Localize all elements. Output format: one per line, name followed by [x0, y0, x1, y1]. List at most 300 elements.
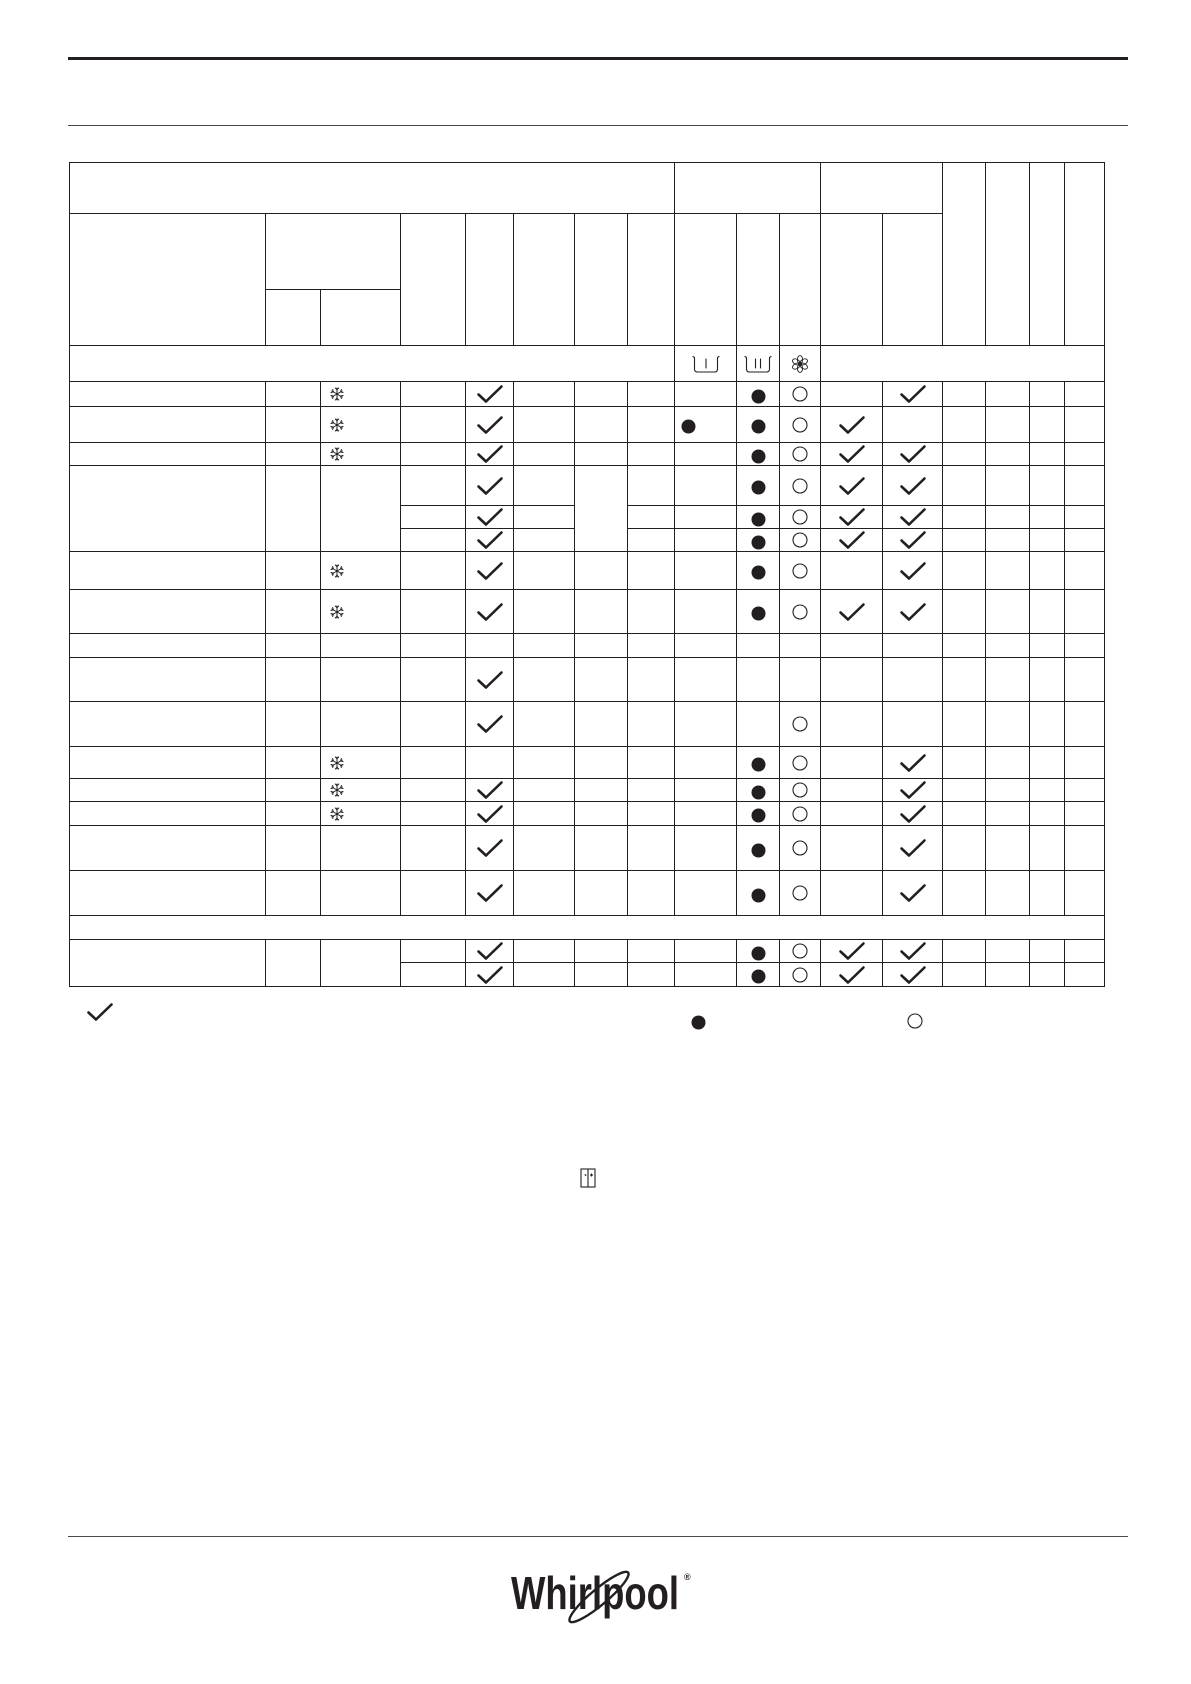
table-cell [985, 505, 1030, 529]
empty-circle-icon [792, 885, 808, 901]
table-cell [574, 657, 628, 702]
check-icon [899, 444, 927, 464]
table-cell [400, 589, 466, 634]
table-cell [513, 778, 575, 802]
table-header-cell [400, 213, 466, 346]
registered-mark: ® [684, 1572, 691, 1582]
table-cell [736, 505, 780, 529]
table-cell [942, 589, 986, 634]
table-cell [320, 465, 401, 552]
table-cell [1064, 551, 1105, 590]
table-cell [674, 505, 737, 529]
table-cell [1064, 657, 1105, 702]
filled-dot-icon [681, 419, 696, 434]
table-cell [736, 633, 780, 658]
table-cell [465, 465, 514, 506]
table-cell [882, 801, 943, 826]
table-cell [1064, 962, 1105, 987]
table-header-cell [265, 289, 321, 346]
table-cell [942, 939, 986, 963]
table-cell [882, 465, 943, 506]
check-icon [838, 530, 866, 550]
table-cell [465, 528, 514, 552]
table-cell [69, 778, 266, 802]
table-cell [69, 801, 266, 826]
detergent-compartment-cell [674, 345, 737, 382]
table-cell [674, 701, 737, 747]
legend-check-item [86, 1002, 114, 1022]
check-icon [899, 476, 927, 496]
table-cell [400, 505, 466, 529]
table-cell [1064, 465, 1105, 506]
table-cell [513, 551, 575, 590]
table-cell [985, 825, 1030, 871]
table-cell [942, 406, 986, 443]
table-cell [574, 939, 628, 963]
table-cell [820, 528, 883, 552]
check-icon [476, 415, 504, 435]
table-cell [400, 381, 466, 407]
table-cell [627, 801, 675, 826]
table-cell [942, 801, 986, 826]
table-cell [779, 746, 821, 779]
check-icon [476, 476, 504, 496]
empty-circle-icon [792, 840, 808, 856]
check-icon [476, 838, 504, 858]
table-cell [985, 633, 1030, 658]
table-cell [1064, 746, 1105, 779]
table-cell [736, 870, 780, 916]
table-cell [320, 801, 401, 826]
table-cell [736, 825, 780, 871]
table-cell [465, 406, 514, 443]
table-cell [674, 528, 737, 552]
filled-dot-icon [751, 843, 766, 858]
table-cell [320, 825, 401, 871]
table-cell [779, 778, 821, 802]
table-cell [627, 381, 675, 407]
empty-circle-icon [907, 1013, 923, 1029]
table-cell [69, 465, 266, 552]
table-cell [465, 825, 514, 871]
table-cell [400, 778, 466, 802]
filled-dot-icon [751, 565, 766, 580]
empty-circle-icon [792, 967, 808, 983]
table-header-cell [513, 213, 575, 346]
table-cell [400, 442, 466, 466]
table-cell [627, 701, 675, 747]
empty-circle-icon [792, 943, 808, 959]
filled-dot-icon [751, 389, 766, 404]
table-cell [985, 465, 1030, 506]
empty-circle-icon [792, 509, 808, 525]
table-cell [1064, 528, 1105, 552]
table-cell [1029, 528, 1065, 552]
filled-dot-icon [691, 1015, 706, 1030]
check-icon [899, 602, 927, 622]
table-cell [674, 939, 737, 963]
table-cell [820, 746, 883, 779]
table-cell [1029, 939, 1065, 963]
table-cell [513, 633, 575, 658]
snowflake-icon [330, 564, 344, 578]
table-cell [69, 657, 266, 702]
table-cell [69, 551, 266, 590]
table-cell [674, 589, 737, 634]
table-cell [265, 778, 321, 802]
check-icon [838, 507, 866, 527]
table-cell [674, 778, 737, 802]
table-header-cell [985, 162, 1030, 346]
table-cell [400, 551, 466, 590]
table-cell [779, 406, 821, 443]
table-header-cell [820, 213, 883, 346]
table-cell [1064, 406, 1105, 443]
table-cell [400, 528, 466, 552]
table-section-row [69, 915, 1105, 940]
table-cell [674, 381, 737, 407]
filled-dot-icon [751, 969, 766, 984]
table-cell [320, 589, 401, 634]
table-cell [985, 551, 1030, 590]
door-lock-icon [580, 1168, 596, 1188]
table-cell [985, 746, 1030, 779]
table-cell [627, 551, 675, 590]
check-icon [86, 1002, 114, 1022]
table-cell [513, 505, 575, 529]
table-cell [1064, 442, 1105, 466]
table-cell [1064, 381, 1105, 407]
table-cell [320, 701, 401, 747]
table-cell [736, 465, 780, 506]
filled-dot-icon [751, 785, 766, 800]
table-header-cell [627, 213, 675, 346]
table-cell [400, 465, 466, 506]
table-cell [465, 633, 514, 658]
table-cell [320, 442, 401, 466]
table-cell [465, 381, 514, 407]
empty-circle-icon [792, 417, 808, 433]
table-cell [465, 962, 514, 987]
table-cell [779, 801, 821, 826]
table-cell [736, 657, 780, 702]
table-cell [320, 778, 401, 802]
table-cell [400, 870, 466, 916]
table-cell [882, 825, 943, 871]
table-cell [69, 633, 266, 658]
table-cell [882, 589, 943, 634]
table-cell [465, 505, 514, 529]
table-cell [942, 442, 986, 466]
table-cell [513, 657, 575, 702]
table-cell [574, 465, 628, 552]
check-icon [838, 941, 866, 961]
table-cell [942, 551, 986, 590]
table-cell [985, 381, 1030, 407]
table-cell [627, 939, 675, 963]
empty-circle-icon [792, 782, 808, 798]
table-cell [1064, 589, 1105, 634]
table-cell [513, 589, 575, 634]
table-cell [674, 657, 737, 702]
table-cell [320, 633, 401, 658]
snowflake-icon [330, 447, 344, 461]
header-rule [68, 57, 1128, 60]
table-cell [882, 870, 943, 916]
snowflake-icon [330, 807, 344, 821]
table-cell [882, 528, 943, 552]
legend-circle-item [907, 1013, 923, 1029]
empty-circle-icon [792, 446, 808, 462]
table-cell [574, 442, 628, 466]
check-icon [476, 714, 504, 734]
table-cell [985, 870, 1030, 916]
table-cell [1064, 778, 1105, 802]
table-cell [400, 633, 466, 658]
filled-dot-icon [751, 808, 766, 823]
table-cell [400, 801, 466, 826]
check-icon [476, 941, 504, 961]
table-cell [736, 528, 780, 552]
table-cell [820, 778, 883, 802]
table-cell [574, 825, 628, 871]
table-cell [674, 465, 737, 506]
filled-dot-icon [751, 757, 766, 772]
table-cell [736, 406, 780, 443]
check-icon [838, 444, 866, 464]
table-cell [674, 962, 737, 987]
table-header-cell [1029, 162, 1065, 346]
filled-dot-icon [751, 946, 766, 961]
table-cell [882, 962, 943, 987]
table-cell [465, 746, 514, 779]
table-cell [1064, 939, 1105, 963]
table-cell [574, 801, 628, 826]
whirlpool-logo [506, 1560, 692, 1630]
table-cell [1064, 633, 1105, 658]
table-cell [574, 551, 628, 590]
table-cell [779, 701, 821, 747]
filled-dot-icon [751, 419, 766, 434]
table-cell [320, 551, 401, 590]
table-cell [627, 825, 675, 871]
table-cell [465, 801, 514, 826]
table-cell [674, 746, 737, 779]
table-cell [513, 528, 575, 552]
table-cell [265, 701, 321, 747]
table-cell [942, 962, 986, 987]
empty-circle-icon [792, 806, 808, 822]
table-cell [69, 870, 266, 916]
table-cell [513, 381, 575, 407]
table-header-cell [736, 213, 780, 346]
door-note-item [580, 1168, 596, 1188]
table-cell [820, 801, 883, 826]
table-cell [513, 801, 575, 826]
check-icon [476, 444, 504, 464]
table-cell [985, 701, 1030, 747]
snowflake-icon [330, 418, 344, 432]
table-cell [465, 778, 514, 802]
check-icon [476, 384, 504, 404]
table-cell [882, 701, 943, 747]
table-cell [820, 962, 883, 987]
table-cell [779, 442, 821, 466]
table-cell [985, 589, 1030, 634]
table-cell [1029, 801, 1065, 826]
table-cell [69, 406, 266, 443]
table-cell [674, 633, 737, 658]
table-cell [1029, 825, 1065, 871]
table-cell [882, 778, 943, 802]
table-cell [820, 442, 883, 466]
table-header-cell [69, 162, 675, 214]
check-icon [899, 804, 927, 824]
table-cell [574, 778, 628, 802]
table-cell [736, 551, 780, 590]
table-cell [674, 825, 737, 871]
table-cell [400, 406, 466, 443]
table-cell [1029, 406, 1065, 443]
table-cell [985, 657, 1030, 702]
table-cell [574, 633, 628, 658]
table-header-cell [69, 345, 675, 382]
legend-dot-item [691, 1013, 706, 1028]
softener-compartment-icon [790, 354, 810, 374]
table-cell [942, 778, 986, 802]
check-icon [899, 530, 927, 550]
table-cell [985, 962, 1030, 987]
table-cell [265, 381, 321, 407]
table-cell [265, 939, 321, 987]
table-cell [942, 825, 986, 871]
table-cell [627, 528, 675, 552]
table-cell [465, 701, 514, 747]
table-cell [942, 381, 986, 407]
filled-dot-icon [751, 888, 766, 903]
table-cell [69, 825, 266, 871]
table-cell [400, 962, 466, 987]
table-cell [779, 551, 821, 590]
table-cell [820, 381, 883, 407]
table-cell [882, 746, 943, 779]
table-cell [736, 442, 780, 466]
table-cell [882, 406, 943, 443]
table-cell [400, 939, 466, 963]
table-header-cell [1064, 162, 1105, 346]
table-cell [320, 657, 401, 702]
check-icon [476, 780, 504, 800]
table-cell [69, 589, 266, 634]
table-cell [1029, 589, 1065, 634]
table-cell [320, 939, 401, 987]
table-header-cell [574, 213, 628, 346]
table-cell [465, 589, 514, 634]
table-cell [985, 801, 1030, 826]
table-cell [674, 442, 737, 466]
table-cell [627, 746, 675, 779]
table-cell [627, 633, 675, 658]
table-cell [265, 465, 321, 552]
table-cell [465, 442, 514, 466]
snowflake-icon [330, 605, 344, 619]
table-cell [513, 870, 575, 916]
table-cell [69, 442, 266, 466]
table-cell [985, 442, 1030, 466]
table-cell [674, 801, 737, 826]
table-cell [69, 701, 266, 747]
table-cell [779, 633, 821, 658]
filled-dot-icon [751, 480, 766, 495]
table-cell [265, 633, 321, 658]
table-cell [942, 657, 986, 702]
table-cell [513, 406, 575, 443]
table-cell [1064, 801, 1105, 826]
table-cell [820, 701, 883, 747]
table-cell [320, 870, 401, 916]
table-cell [320, 406, 401, 443]
empty-circle-icon [792, 478, 808, 494]
table-cell [882, 551, 943, 590]
table-cell [465, 939, 514, 963]
table-cell [69, 939, 266, 987]
table-cell [265, 551, 321, 590]
brand-wordmark: Whirlpool [511, 1567, 679, 1619]
table-cell [69, 746, 266, 779]
table-cell [400, 657, 466, 702]
table-cell [1064, 825, 1105, 871]
table-header-cell [882, 213, 943, 346]
table-cell [820, 551, 883, 590]
filled-dot-icon [751, 512, 766, 527]
table-cell [513, 746, 575, 779]
table-cell [779, 825, 821, 871]
check-icon [899, 753, 927, 773]
table-cell [1029, 633, 1065, 658]
snowflake-icon [330, 387, 344, 401]
check-icon [476, 670, 504, 690]
footer-rule [68, 1536, 1128, 1537]
empty-circle-icon [792, 386, 808, 402]
table-cell [820, 406, 883, 443]
table-cell [779, 870, 821, 916]
table-cell [1029, 701, 1065, 747]
table-cell [985, 406, 1030, 443]
table-cell [942, 633, 986, 658]
empty-circle-icon [792, 532, 808, 548]
table-cell [1029, 657, 1065, 702]
table-cell [400, 825, 466, 871]
check-icon [899, 838, 927, 858]
check-icon [476, 530, 504, 550]
table-cell [1029, 778, 1065, 802]
table-cell [465, 657, 514, 702]
table-cell [265, 825, 321, 871]
snowflake-icon [330, 756, 344, 770]
table-cell [882, 381, 943, 407]
table-cell [265, 657, 321, 702]
table-header-cell [942, 162, 986, 346]
table-cell [1029, 746, 1065, 779]
table-cell [882, 633, 943, 658]
table-cell [265, 801, 321, 826]
table-cell [69, 381, 266, 407]
table-cell [820, 633, 883, 658]
filled-dot-icon [751, 449, 766, 464]
table-cell [942, 528, 986, 552]
table-cell [627, 505, 675, 529]
table-cell [400, 701, 466, 747]
